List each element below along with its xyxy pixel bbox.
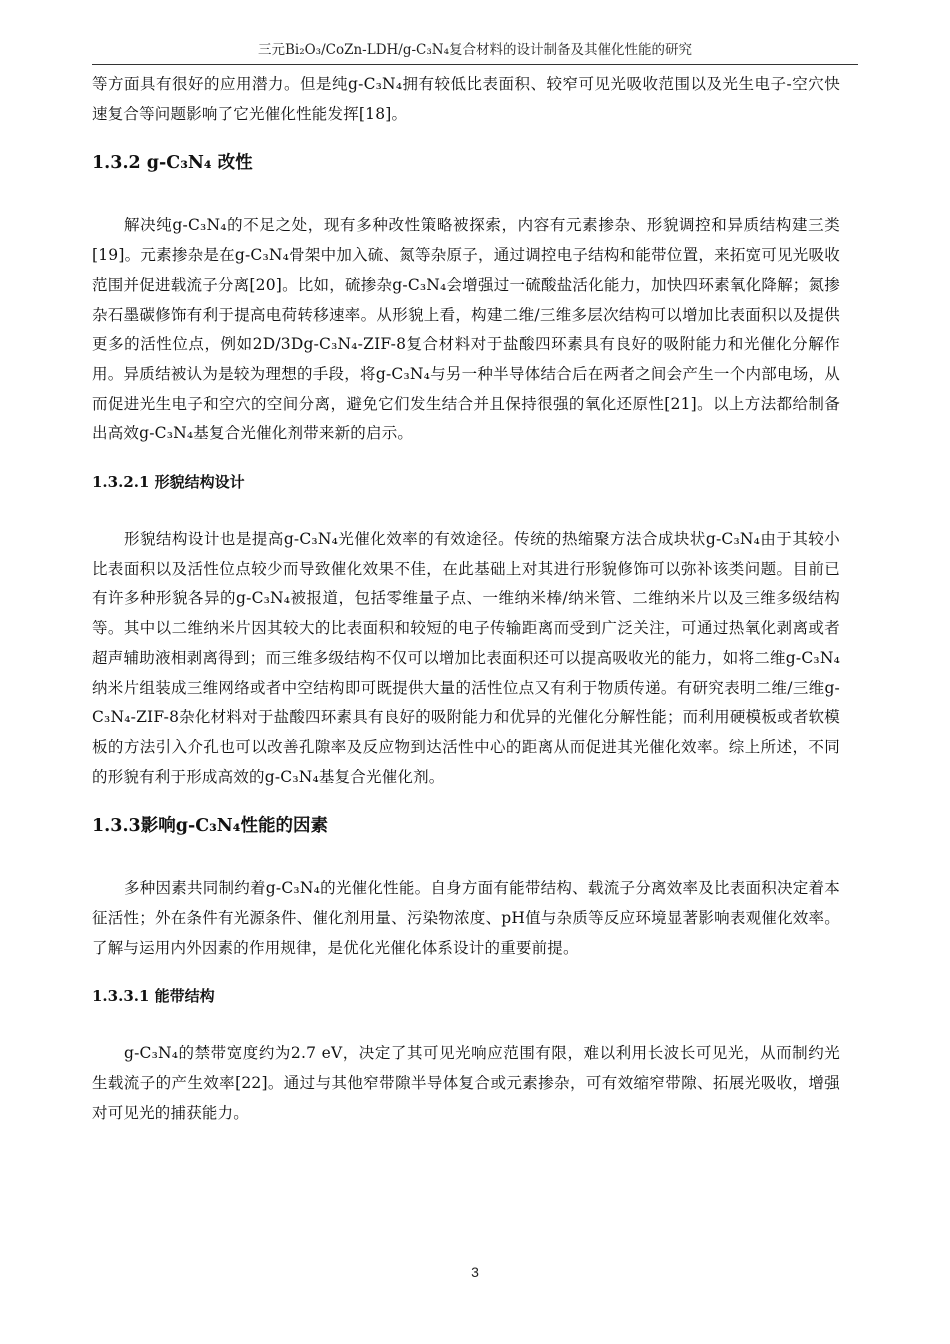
subsection-heading-1-3-3-1: 1.3.3.1 能带结构 — [92, 987, 215, 1006]
paragraph-factors: 多种因素共同制约着g-C₃N₄的光催化性能。自身方面有能带结构、载流子分离效率及比表面积决定着本征活性；外在条件有光源条件、催化剂用量、污染物浓度、pH值与杂质等反应环境显著影响表观催化效率。了解与运用内外因素的作用规律，是优化光催化体系设计的重要前提。 — [92, 879, 840, 957]
paragraph-morphology: 形貌结构设计也是提高g-C₃N₄光催化效率的有效途径。传统的热缩聚方法合成块状g-C₃N₄由于其较小比表面积以及活性位点较少而导致催化效果不佳，在此基础上对其进行形貌修饰可以弥补该类问题。目前已有许多种形貌各异的g-C₃N₄被报道，包括零维量子点、一维纳米棒/纳米管、二维纳米片以及三维多级结构等。其中以二维纳米片因其较大的比表面积和较短的电子传输距离而受到广泛关注，可通过热氧化剥离或者超声辅助液相剥离得到；而三维多级结构不仅可以增加比表面积还可以提高吸收光的能力，如将二维g-C₃N₄纳米片组装成三维网络或者中空结构即可既提供大量的活性位点又有利于物质传递。有研究表明二维/三维g-C₃N₄-ZIF-8杂化材料对于盐酸四环素具有良好的吸附能力和优异的光催化分解性能；而利用硬模板或者软模板的方法引入介孔也可以改善孔隙率及反应物到达活性中心的距离从而促进其光催化效率。综上所述，不同的形貌有利于形成高效的g-C₃N₄基复合光催化剂。 — [92, 530, 840, 786]
document-body — [92, 70, 840, 1151]
paragraph-modification: 解决纯g-C₃N₄的不足之处，现有多种改性策略被探索，内容有元素掺杂、形貌调控和异质结构建三类[19]。元素掺杂是在g-C₃N₄骨架中加入硫、氮等杂原子，通过调控电子结构和能带位置，来拓宽可见光吸收范围并促进载流子分离[20]。比如，硫掺杂g-C₃N₄会增强过一硫酸盐活化能力，加快四环素氧化降解；氮掺杂石墨碳修饰有利于提高电荷转移速率。从形貌上看，构建二维/三维多层次结构可以增加比表面积以及提供更多的活性位点，例如2D/3Dg-C₃N₄-ZIF-8复合材料对于盐酸四环素具有良好的吸附能力和光催化分解作用。异质结被认为是较为理想的手段，将g-C₃N₄与另一种半导体结合后在两者之间会产生一个内部电场，从而促进光生电子和空穴的空间分离，避免它们发生结合并且保持很强的氧化还原性[21]。以上方法都给制备出高效g-C₃N₄基复合光催化剂带来新的启示。 — [92, 216, 840, 443]
paragraph-continued: 等方面具有很好的应用潜力。但是纯g-C₃N₄拥有较低比表面积、较窄可见光吸收范围以及光生电子-空穴快速复合等问题影响了它光催化性能发挥[18]。 — [92, 75, 840, 123]
page-number: 3 — [471, 1264, 479, 1280]
paragraph-band-structure: g-C₃N₄的禁带宽度约为2.7 eV，决定了其可见光响应范围有限，难以利用长波长可见光，从而制约光生载流子的产生效率[22]。通过与其他窄带隙半导体复合或元素掺杂，可有效缩窄带隙、拓展光吸收，增强对可见光的捕获能力。 — [92, 1044, 840, 1122]
section-heading-1-3-2: 1.3.2 g-C₃N₄ 改性 — [92, 153, 253, 174]
running-header: 三元Bi₂O₃/CoZn-LDH/g-C₃N₄复合材料的设计制备及其催化性能的研究 — [92, 38, 858, 65]
subsection-heading-1-3-2-1: 1.3.2.1 形貌结构设计 — [92, 473, 245, 492]
section-heading-1-3-3: 1.3.3影响g-C₃N₄性能的因素 — [92, 816, 328, 837]
